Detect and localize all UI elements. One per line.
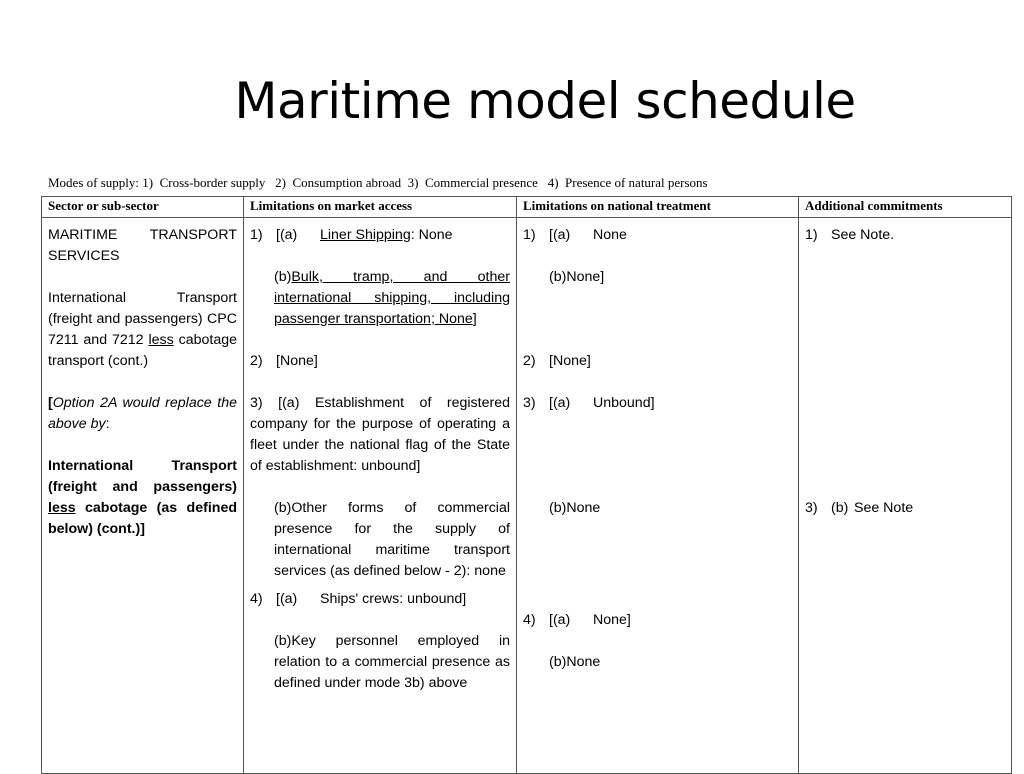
nt-mode3-a-label: [(a) bbox=[549, 395, 571, 411]
ma-mode2-text: [None] bbox=[276, 353, 318, 369]
header-national-treatment: Limitations on national treatment bbox=[517, 197, 799, 218]
ma-mode3-b-label: (b) bbox=[274, 500, 292, 516]
ac-mode1-text: See Note. bbox=[831, 227, 895, 243]
ma-mode2-number: 2) bbox=[250, 353, 263, 369]
sector-description-text: International Transport (freight and passengers) CPC 7211 and 7212 bbox=[48, 290, 237, 348]
sector-title: MARITIME TRANSPORT SERVICES bbox=[48, 227, 237, 264]
ma-mode1-b bbox=[250, 267, 510, 330]
header-row bbox=[42, 197, 1012, 218]
sector-description bbox=[48, 288, 237, 372]
schedule-table bbox=[41, 196, 1012, 774]
ma-mode1-b-text: Bulk, tramp, and other international shipping, including passenger transportation; None bbox=[274, 269, 510, 327]
nt-mode1-a bbox=[523, 225, 792, 246]
ma-mode4-b bbox=[250, 631, 510, 694]
ma-mode1-b-label: (b) bbox=[274, 269, 292, 285]
nt-mode4-b-label: (b) bbox=[549, 654, 567, 670]
nt-mode1-a-text: None bbox=[593, 227, 627, 243]
ma-mode3-b bbox=[250, 498, 510, 582]
nt-mode1-number: 1) bbox=[523, 227, 536, 243]
nt-mode4-b bbox=[523, 652, 792, 673]
option-note bbox=[48, 393, 237, 435]
nt-mode1-a-label: [(a) bbox=[549, 227, 571, 243]
nt-mode3-a bbox=[523, 393, 792, 414]
ma-mode4-b-text: Key personnel employed in relation to a commercial presence as defined under mode 3b) above bbox=[274, 633, 510, 691]
nt-mode1-b bbox=[523, 267, 792, 288]
nt-mode3-b-text: None bbox=[566, 500, 601, 516]
nt-mode2-text: [None] bbox=[549, 353, 591, 369]
nt-mode3-a-text: Unbound] bbox=[593, 395, 655, 411]
sector-cell bbox=[42, 218, 244, 774]
ac-mode1-number: 1) bbox=[805, 227, 818, 243]
additional-commitments-cell bbox=[799, 218, 1012, 774]
ma-mode4-a bbox=[250, 589, 510, 610]
slide-title: Maritime model schedule bbox=[234, 72, 856, 130]
ma-mode3-number: 3) bbox=[250, 395, 263, 411]
ma-mode2 bbox=[250, 351, 510, 372]
schedule-row bbox=[42, 218, 1012, 774]
ma-mode1-number: 1) bbox=[250, 227, 263, 243]
option-text: Option 2A would replace the above by bbox=[48, 395, 237, 432]
modes-of-supply: Modes of supply: 1) Cross-border supply 2) Consumption abroad 3) Commercial presence 4) Presence of natural persons bbox=[48, 175, 708, 190]
option-less: less bbox=[48, 500, 76, 516]
header-sector: Sector or sub-sector bbox=[42, 197, 244, 218]
header-additional-commitments: Additional commitments bbox=[799, 197, 1012, 218]
ac-mode3-b bbox=[805, 498, 1005, 519]
national-treatment-cell bbox=[517, 218, 799, 774]
ma-mode3-a bbox=[250, 393, 510, 477]
nt-mode2-number: 2) bbox=[523, 353, 536, 369]
ma-mode1-a-label: [(a) bbox=[276, 227, 298, 243]
header-market-access: Limitations on market access bbox=[244, 197, 517, 218]
ma-mode1-a bbox=[250, 225, 510, 246]
nt-mode4-number: 4) bbox=[523, 612, 536, 628]
option-bracket: [ bbox=[48, 395, 53, 411]
option-replacement-rest: cabotage (as defined below) (cont.)] bbox=[48, 500, 237, 537]
ac-mode3-number: 3) bbox=[805, 500, 818, 516]
ma-mode1-a-text: : None bbox=[410, 227, 453, 243]
ma-mode3-b-text: Other forms of commercial presence for the supply of international maritime transport services (as defined below - 2): none bbox=[274, 500, 510, 579]
nt-mode1-b-text: None] bbox=[566, 269, 605, 285]
sector-description-rest: cabotage transport (cont.) bbox=[48, 332, 237, 369]
nt-mode3-b bbox=[523, 498, 792, 519]
nt-mode4-b-text: None bbox=[566, 654, 601, 670]
option-replacement bbox=[48, 456, 237, 540]
nt-mode4-a-label: [(a) bbox=[549, 612, 571, 628]
ma-mode3-a-label: [(a) bbox=[278, 395, 300, 411]
ma-mode4-b-label: (b) bbox=[274, 633, 292, 649]
nt-mode1-b-label: (b) bbox=[549, 269, 567, 285]
ma-liner-shipping: Liner Shipping bbox=[320, 227, 411, 243]
market-access-cell bbox=[244, 218, 517, 774]
ma-mode1-b-close: ] bbox=[472, 311, 477, 327]
option-colon: : bbox=[105, 416, 110, 432]
nt-mode4-a-text: None] bbox=[593, 612, 631, 628]
sector-less: less bbox=[148, 332, 174, 348]
ac-mode3-b-label: (b) bbox=[831, 500, 849, 516]
option-replacement-text: International Transport (freight and passengers) bbox=[48, 458, 237, 495]
ma-mode4-a-label: [(a) bbox=[276, 591, 298, 607]
nt-mode3-number: 3) bbox=[523, 395, 536, 411]
ma-mode4-a-text: Ships' crews: unbound] bbox=[320, 591, 467, 607]
ma-mode4-number: 4) bbox=[250, 591, 263, 607]
nt-mode3-b-label: (b) bbox=[549, 500, 567, 516]
nt-mode2 bbox=[523, 351, 792, 372]
nt-mode4-a bbox=[523, 610, 792, 631]
ma-mode3-a-text: Establishment of registered company for the purpose of operating a fleet under the national flag of the State of establishment: unbound] bbox=[250, 395, 510, 474]
ac-mode3-b-text: See Note bbox=[854, 500, 914, 516]
ac-mode1 bbox=[805, 225, 1005, 246]
